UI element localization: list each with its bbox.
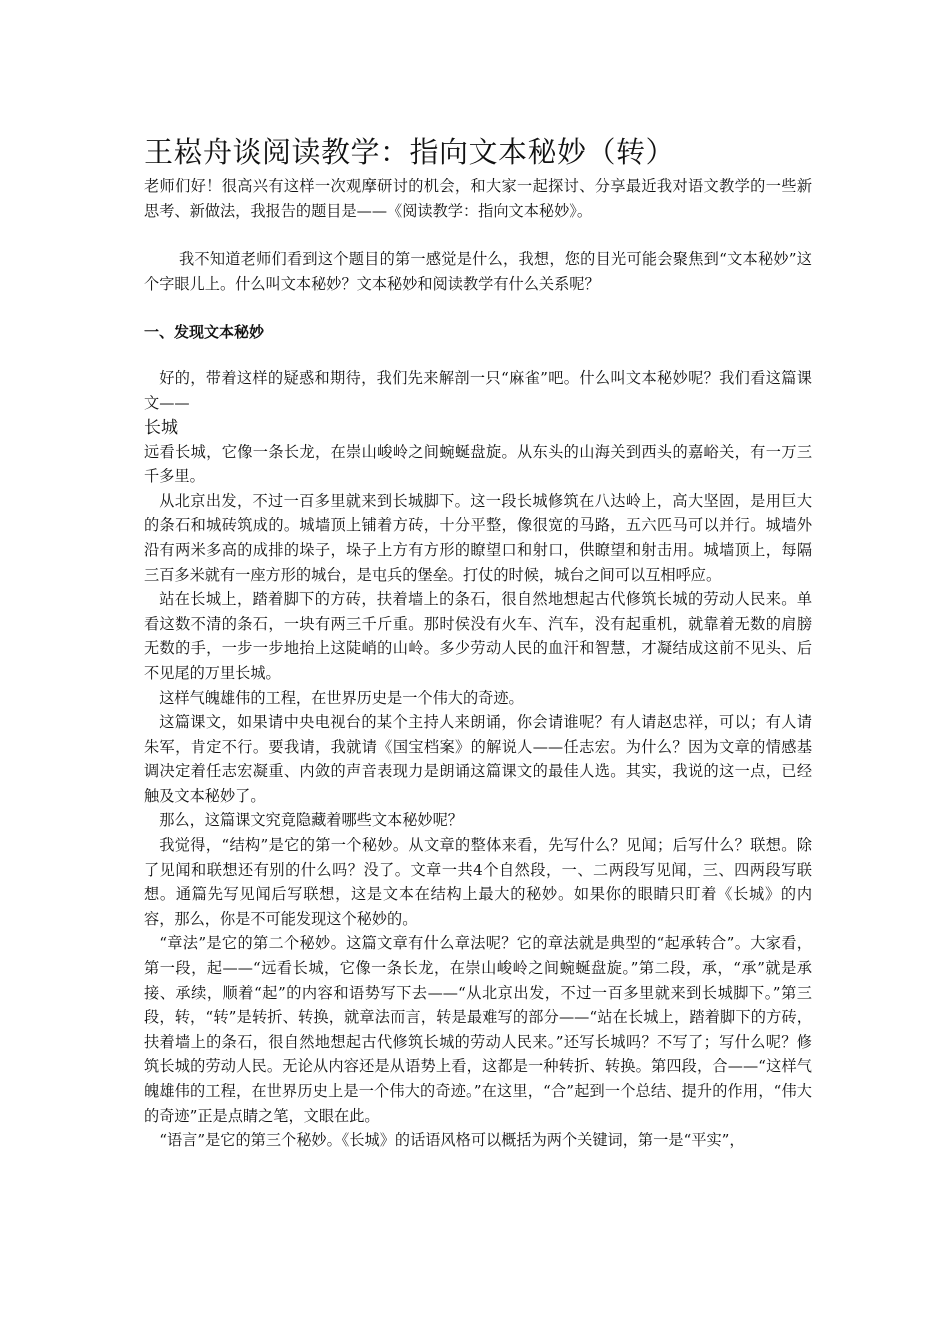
spacer	[144, 223, 812, 247]
document-title: 王崧舟谈阅读教学：指向文本秘妙（转）	[144, 135, 676, 169]
analysis-paragraph: 那么，这篇课文究竟隐藏着哪些文本秘妙呢？	[159, 811, 463, 830]
section-lead-paragraph: 好的，带着这样的疑惑和期待，我们先来解剖一只“麻雀”吧。什么叫文本秘妙呢？我们看这篇课文——	[144, 369, 812, 412]
document-page	[144, 132, 812, 1153]
analysis-paragraph: “语言”是它的第三个秘妙。《长城》的话语风格可以概括为两个关键词，第一是“平实”，	[159, 1131, 745, 1150]
analysis-paragraph: “章法”是它的第二个秘妙。这篇文章有什么章法呢？它的章法就是典型的“起承转合”。大家看，第一段，起——“远看长城，它像一条长龙，在崇山峻岭之间蜿蜒盘旋。”第二段，承，“承”就是承接、承续，顺着“起”的内容和语势写下去——“从北京出发，不过一百多里就来到长城脚下。”第三段，转，“转”是转折、转换，就章法而言，转是最难写的部分——“站在长城上，踏着脚下的方砖，扶着墙上的条石，很自然地想起古代修筑长城的劳动人民来。”还写长城吗？不写了；写什么呢？修筑长城的劳动人民。无论从内容还是从语势上看，这都是一种转折、转换。第四段，合——“这样气魄雄伟的工程，在世界历史上是一个伟大的奇迹。”在这里，“合”起到一个总结、提升的作用，“伟大的奇迹”正是点睛之笔，文眼在此。	[144, 934, 812, 1125]
intro-paragraph: 老师们好！很高兴有这样一次观摩研讨的机会，和大家一起探讨、分享最近我对语文教学的一些新思考、新做法，我报告的题目是——《阅读教学：指向文本秘妙》。	[144, 177, 812, 220]
lesson-paragraph: 远看长城，它像一条长龙，在崇山峻岭之间蜿蜒盘旋。从东头的山海关到西头的嘉峪关，有一万三千多里。	[144, 442, 812, 486]
analysis-paragraph: 这篇课文，如果请中央电视台的某个主持人来朗诵，你会请谁呢？有人请赵忠祥，可以；有人请朱军，肯定不行。要我请，我就请《国宝档案》的解说人——任志宏。为什么？因为文章的情感基调决定着任志宏凝重、内敛的声音表现力是朗诵这篇课文的最佳人选。其实，我说的这一点，已经触及文本秘妙了。	[144, 713, 812, 805]
analysis-paragraph: 我觉得，“结构”是它的第一个秘妙。从文章的整体来看，先写什么？见闻；后写什么？联想。除了见闻和联想还有别的什么吗？没了。文章一共4个自然段，一、二两段写见闻，三、四两段写联想。通篇先写见闻后写联想，这是文本在结构上最大的秘妙。如果你的眼睛只盯着《长城》的内容，那么，你是不可能发现这个秘妙的。	[144, 836, 812, 928]
lesson-paragraph: 站在长城上，踏着脚下的方砖，扶着墙上的条石，很自然地想起古代修筑长城的劳动人民来。单看这数不清的条石，一块有两三千斤重。那时侯没有火车、汽车，没有起重机，就靠着无数的肩膀无数的手，一步一步地抬上这陡峭的山岭。多少劳动人民的血汗和智慧，才凝结成这前不见头、后不见尾的万里长城。	[144, 590, 812, 682]
spacer	[144, 344, 812, 366]
lesson-title: 长城	[144, 417, 178, 438]
spacer	[144, 296, 812, 320]
lesson-paragraph: 这样气魄雄伟的工程，在世界历史是一个伟大的奇迹。	[159, 688, 524, 707]
question-paragraph: 我不知道老师们看到这个题目的第一感觉是什么，我想，您的目光可能会聚焦到“文本秘妙”这个字眼儿上。什么叫文本秘妙？文本秘妙和阅读教学有什么关系呢？	[144, 250, 812, 293]
lesson-paragraph: 从北京出发，不过一百多里就来到长城脚下。这一段长城修筑在八达岭上，高大坚固，是用巨大的条石和城砖筑成的。城墙顶上铺着方砖，十分平整，像很宽的马路，五六匹马可以并行。城墙外沿有两米多高的成排的垛子，垛子上方有方形的瞭望口和射口，供瞭望和射击用。城墙顶上，每隔三百多米就有一座方形的城台，是屯兵的堡垒。打仗的时候，城台之间可以互相呼应。	[144, 491, 812, 584]
section-heading: 一、发现文本秘妙	[144, 323, 265, 342]
